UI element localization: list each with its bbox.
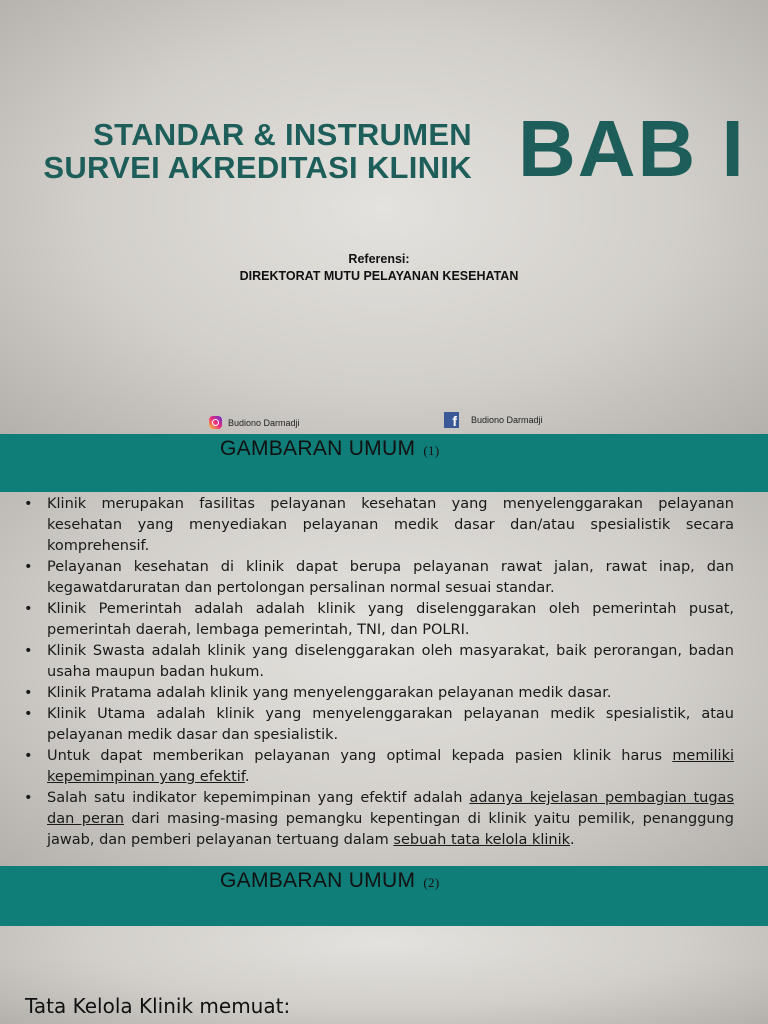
instagram-icon (209, 416, 222, 429)
facebook-icon: f (444, 412, 459, 428)
section-heading-number: (1) (423, 443, 440, 458)
reference-org: DIREKTORAT MUTU PELAYANAN KESEHATAN (239, 269, 519, 283)
heading-band (0, 434, 768, 492)
subheading: Tata Kelola Klinik memuat: (25, 994, 291, 1018)
list-item (24, 557, 734, 599)
section-heading (220, 869, 439, 893)
list-item (24, 704, 734, 746)
list-item-text: Klinik Pemerintah adalah adalah klinik yang diselenggarakan oleh pemerintah pusat, pemerintah daerah, lembaga pemerintah, TNI, dan POLRI. (47, 601, 734, 638)
underlined-phrase: sebuah tata kelola klinik (393, 832, 571, 848)
title-line-2: SURVEI AKREDITASI KLINIK (43, 150, 472, 185)
list-item (24, 788, 734, 851)
overview-slide-1 (0, 434, 768, 866)
list-item (24, 494, 734, 557)
section-heading-text: GAMBARAN UMUM (220, 869, 416, 892)
list-item-text: . (244, 769, 250, 785)
overview-slide-2 (0, 866, 768, 1024)
list-item (24, 746, 734, 788)
heading-band (0, 866, 768, 926)
list-item-text: . (570, 832, 575, 848)
title-line-1: STANDAR & INSTRUMEN (93, 117, 472, 152)
section-heading (220, 437, 439, 461)
list-item-text: Pelayanan kesehatan di klinik dapat berupa pelayanan rawat jalan, rawat inap, dan kegawatdaruratan dan pertolongan persalinan normal sesuai standar. (47, 559, 734, 596)
facebook-name: Budiono Darmadji (471, 415, 543, 425)
reference-label: Referensi: (348, 252, 410, 266)
bullet-list (24, 494, 734, 851)
list-item-text: Klinik merupakan fasilitas pelayanan kesehatan yang menyelenggarakan pelayanan kesehatan yang menyediakan pelayanan medik dasar dan/atau spesialistik secara komprehensif. (47, 496, 734, 554)
list-item (24, 599, 734, 641)
section-heading-text: GAMBARAN UMUM (220, 437, 416, 460)
instagram-credit (209, 416, 300, 429)
underlined-phrase: adanya kejelasan pembagian tugas dan peran (47, 790, 734, 827)
list-item (24, 683, 734, 704)
underlined-phrase: memiliki kepemimpinan yang efektif (47, 748, 734, 785)
list-item-text: Klinik Swasta adalah klinik yang diselenggarakan oleh masyarakat, baik perorangan, badan usaha maupun badan hukum. (47, 643, 734, 680)
instagram-name: Budiono Darmadji (228, 417, 300, 428)
list-item-text: Salah satu indikator kepemimpinan yang efektif adalah (47, 790, 470, 806)
list-item-text: Klinik Utama adalah klinik yang menyelenggarakan pelayanan medik spesialistik, atau pelayanan medik dasar dan spesialistik. (47, 706, 734, 743)
section-heading-number: (2) (423, 875, 440, 890)
list-item-text: Untuk dapat memberikan pelayanan yang optimal kepada pasien klinik harus (47, 748, 673, 764)
list-item (24, 641, 734, 683)
list-item-text: Klinik Pratama adalah klinik yang menyelenggarakan pelayanan medik dasar. (47, 685, 612, 701)
slide-title (43, 118, 472, 184)
list-item-text: dari masing-masing pemangku kepentingan di klinik yaitu pemilik, penanggung jawab, dan pemberi pelayanan tertuang dalam (47, 811, 734, 848)
chapter-label: BAB I (518, 104, 746, 193)
facebook-credit (444, 412, 543, 428)
title-slide (0, 0, 768, 434)
